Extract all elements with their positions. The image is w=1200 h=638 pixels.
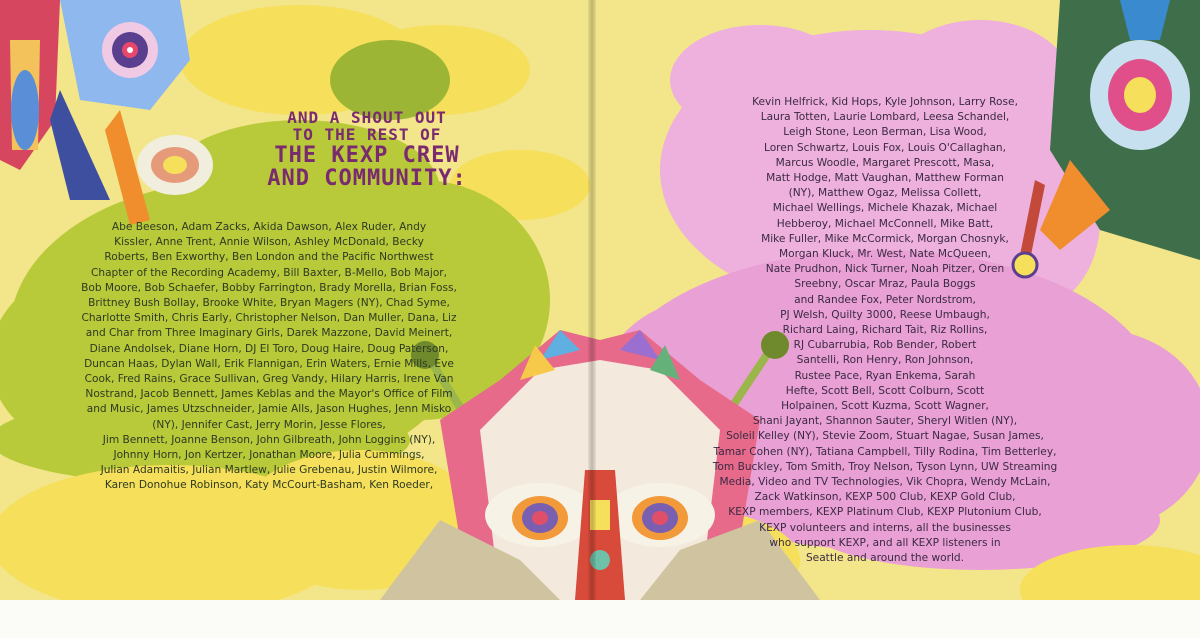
- paper-mask-top-left: [0, 0, 213, 225]
- heading-line-4: AND COMMUNITY:: [267, 165, 467, 191]
- section-heading: [222, 110, 512, 190]
- right-page-names: Kevin Helfrick, Kid Hops, Kyle Johnson, Larry Rose, Laura Totten, Laurie Lombard, Leesa Schandel, Leigh Stone, Leon Berman, Lisa Wood, Loren Schwartz, Louis Fox, Louis O'Callaghan, Marcus Woodle, Margaret Prescott, Masa, Matt Hodge, Matt Vaughan, Matthew Forman (NY), Matthew Ogaz, Melissa Collett, Michael Wellings, Michele Khazak, Michael Hebberoy, Michael McConnell, Mike Batt, Mike Fuller, Mike McCormick, Morgan Chosnyk, Morgan Kluck, Mr. West, Nate McQueen, Nate Prudhon, Nick Turner, Noah Pitzer, Oren Sreebny, Oscar Mraz, Paula Boggs and Randee Fox, Peter Nordstrom, PJ Welsh, Quilty 3000, Reese Umbaugh, Richard Laing, Richard Tait, Riz Rollins, RJ Cubarrubia, Rob Bender, Robert Santelli, Ron Henry, Ron Johnson, Rustee Pace, Ryan Enkema, Sarah Hefte, Scott Bell, Scott Colburn, Scott Holpainen, Scott Kuzma, Scott Wagner, Shani Jayant, Shannon Sauter, Sheryl Witlen (NY), Soleil Kelley (NY), Stevie Zoom, Stuart Nagae, Susan James, Tamar Cohen (NY), Tatiana Campbell, Tilly Rodina, Tim Betterley, Tom Buckley, Tom Smith, Troy Nelson, Tyson Lynn, UW Streaming Media, Video and TV Technologies, Vik Chopra, Wendy McLain, Zack Watkinson, KEXP 500 Club, KEXP Gold Club, KEXP members, KEXP Platinum Club, KEXP Plutonium Club, KEXP volunteers and interns, all the businesses who support KEXP, and all KEXP listeners in Seattle and around the world.: [712, 96, 1058, 565]
- left-page-names: Abe Beeson, Adam Zacks, Akida Dawson, Alex Ruder, Andy Kissler, Anne Trent, Annie Wilson, Ashley McDonald, Becky Roberts, Ben Exworthy, Ben London and the Pacific Northwest Chapter of the Recording Academy, Bill Baxter, B-Mello, Bob Major, Bob Moore, Bob Schaefer, Bobby Farrington, Brady Morella, Brian Foss, Brittney Bush Bollay, Brooke White, Bryan Magers (NY), Chad Syme, Charlotte Smith, Chris Early, Christopher Nelson, Dan Muller, Dana, Liz and Char from Three Imaginary Girls, Darek Mazzone, David Meinert, Diane Andolsek, Diane Horn, DJ El Toro, Doug Haire, Doug Paterson, Duncan Haas, Dylan Wall, Erik Flannigan, Erin Waters, Ernie Mills, Eve Cook, Fred Rains, Grace Sullivan, Greg Vandy, Hilary Harris, Irene Van Nostrand, Jacob Bennett, James Keblas and the Mayor's Office of Film and Music, James Utzschneider, Jamie Alls, Jason Hughes, Jenn Misko (NY), Jennifer Cast, Jerry Morin, Jesse Flores, Jim Bennett, Joanne Benson, John Gilbreath, John Loggins (NY), Johnny Horn, Jon Kertzer, Jonathan Moore, Julia Cummings, Julian Adamaitis, Julian Martlew, Julie Grebenau, Justin Wilmore, Karen Donohue Robinson, Katy McCourt-Basham, Ken Roeder,: [81, 221, 457, 492]
- heading-line-3: THE KEXP CREW: [274, 142, 460, 168]
- heading-line-2: TO THE REST OF: [292, 124, 442, 144]
- heading-line-1: AND A SHOUT OUT: [287, 108, 447, 127]
- scan-bottom-margin: [0, 600, 1200, 638]
- book-spine: [588, 0, 596, 600]
